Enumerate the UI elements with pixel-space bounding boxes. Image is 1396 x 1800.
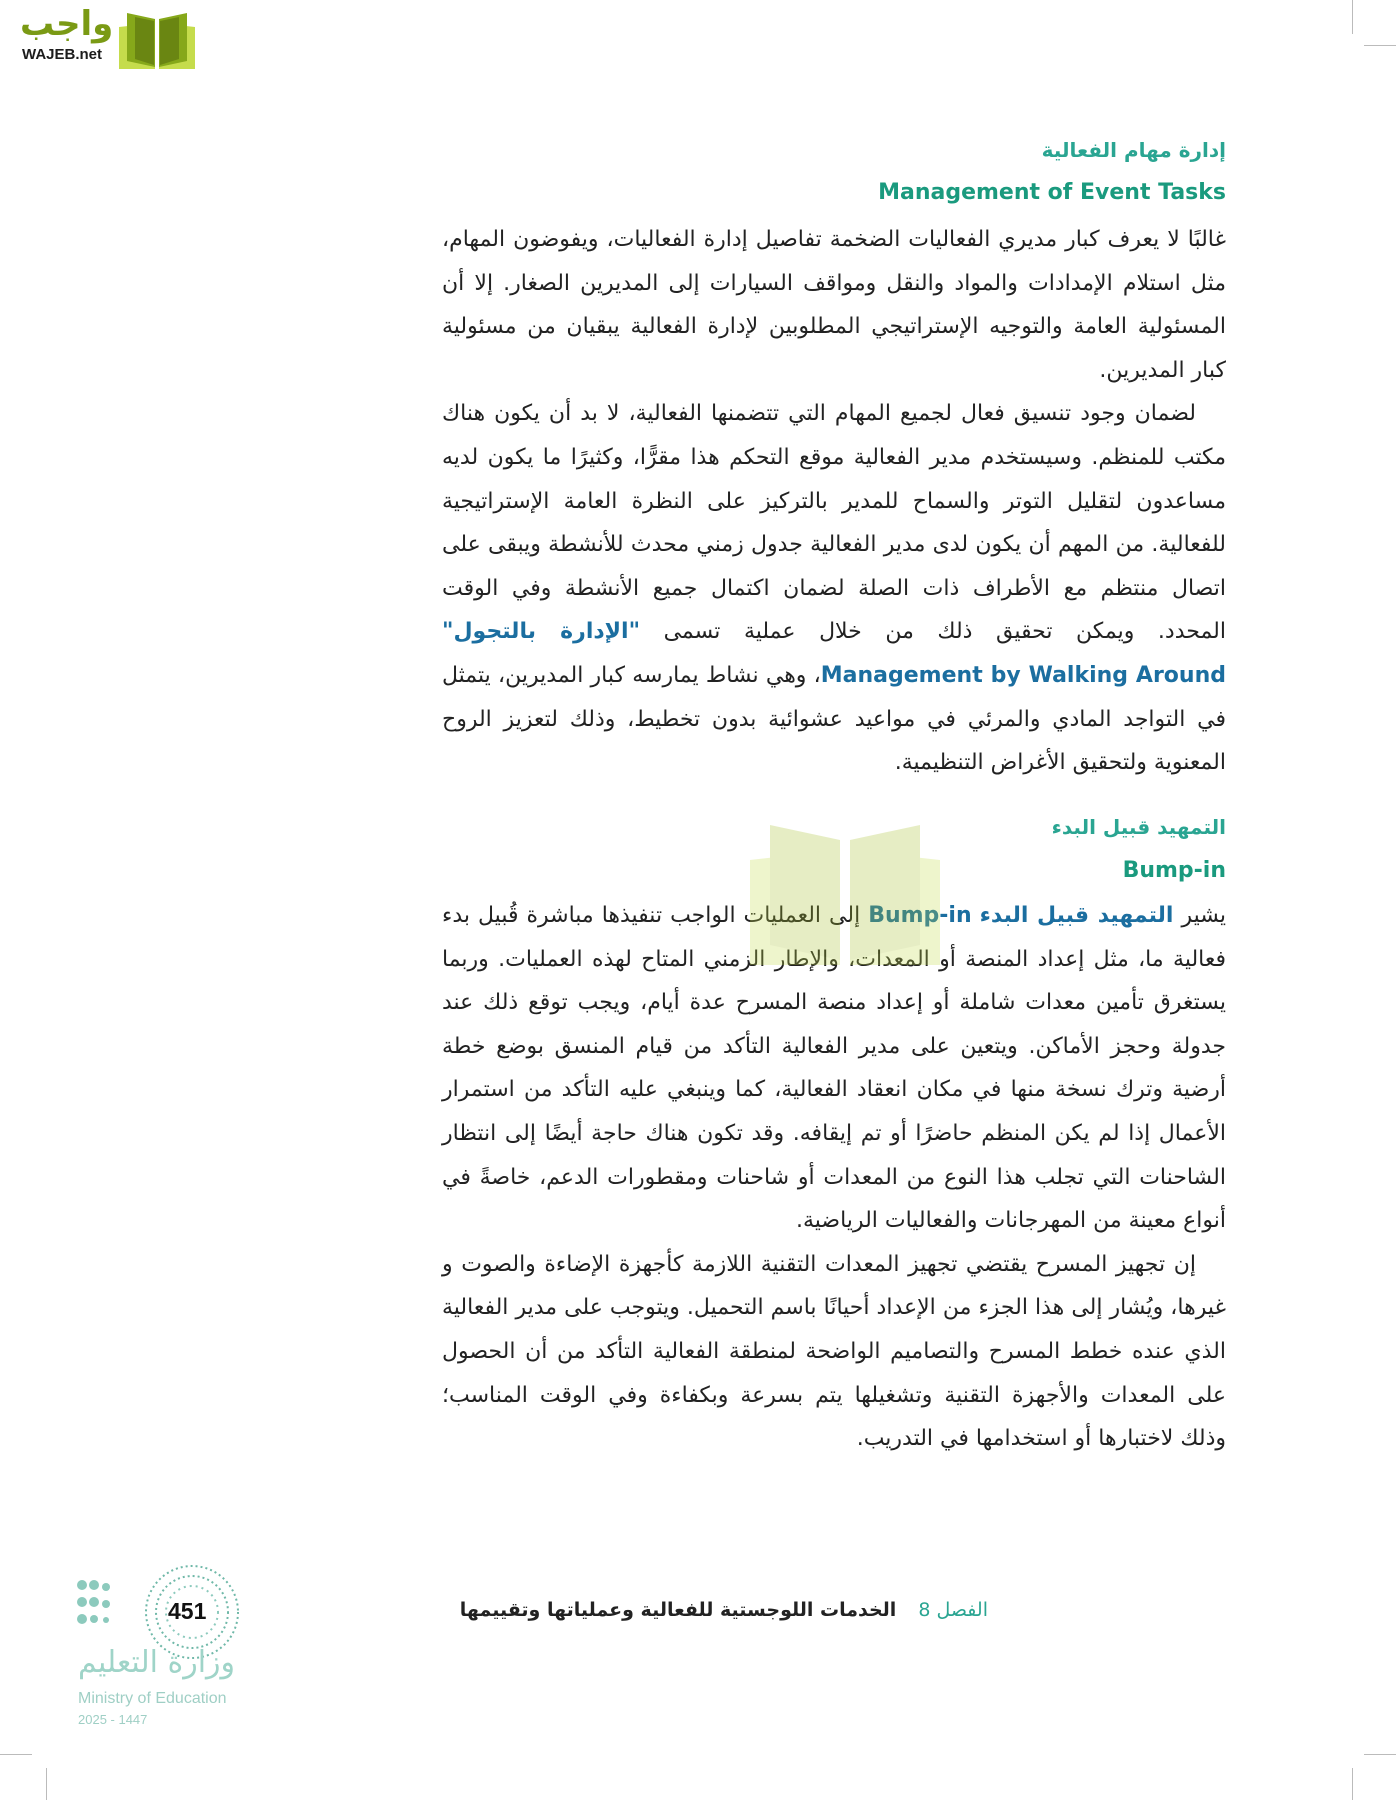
chapter-title: الخدمات اللوجستية للفعالية وعملياتها وتقييمها [459, 1599, 897, 1621]
paragraph: إن تجهيز المسرح يقتضي تجهيز المعدات التقنية اللازمة كأجهزة الإضاءة والصوت و غيرها، ويُشار إلى هذا الجزء من الإعداد أحيانًا باسم التحميل. ويتوجب على مدير الفعالية الذي عنده خطط المسرح والتصاميم الواضحة لمنطقة الفعالية التأكد من أن الحصول على المعدات والأجهزة التقنية وتشغيلها يتم بسرعة وبكفاءة وفي الوقت المناسب؛ وذلك لاختبارها أو استخدامها في التدريب. [442, 1251, 1226, 1452]
paragraph-text: ، وهي نشاط يمارسه كبار المديرين، يتمثل في التواجد المادي والمرئي في مواعيد عشوائية بدون تخطيط، وذلك لتعزيز الروح المعنوية ولتحقيق الأغراض التنظيمية. [442, 662, 1226, 776]
crop-mark [1364, 45, 1396, 46]
crop-mark [46, 1768, 47, 1800]
paragraph-text: إلى العمليات الواجب تنفيذها مباشرة قُبيل بدء فعالية ما، مثل إعداد المنصة أو المعدات، والإطار الزمني المتاح لهذه العمليات. وربما يستغرق تأمين معدات شاملة أو إعداد منصة المسرح عدة أيام، ويجب توقع ذلك عند جدولة وحجز الأماكن. ويتعين على مدير الفعالية التأكد من قيام المنسق بوضع خطة أرضية وترك نسخة منها في مكان انعقاد الفعالية، كما وينبغي عليه التأكد من استمرار الأعمال إذا لم يكن المنظم حاضرًا أو تم إيقافه. وقد تكون هناك حاجة أيضًا إلى انتظار الشاحنات التي تجلب هذا النوع من المعدات أو شاحنات ومقطورات الدعم، خاصةً في أنواع معينة من المهرجانات والفعاليات الرياضية. [442, 903, 1226, 1234]
chapter-label: الفصل 8 [918, 1599, 988, 1621]
section-body [442, 218, 1226, 785]
section-heading-english: Bump-in [1122, 858, 1226, 883]
logo-arabic: واجب [20, 4, 114, 44]
ministry-name-arabic: وزارة التعليم [78, 1645, 236, 1680]
paragraph-text: يشير [1173, 903, 1226, 928]
paragraph [442, 392, 1226, 784]
paragraph [442, 894, 1226, 1243]
wajeb-logo[interactable] [10, 4, 190, 68]
section-heading-arabic: التمهيد قبيل البدء [1051, 815, 1226, 839]
logo-latin: WAJEB.net [22, 46, 103, 63]
page-number: 451 [168, 1598, 207, 1624]
crop-mark [1352, 0, 1353, 34]
term-arabic: التمهيد قبيل البدء [979, 903, 1174, 928]
section-body [442, 894, 1226, 1461]
crop-mark [0, 1754, 32, 1755]
ministry-name-english: Ministry of Education [78, 1690, 227, 1707]
term-english: Management by Walking Around [820, 662, 1226, 688]
section-heading-arabic: إدارة مهام الفعالية [1041, 138, 1226, 162]
edition-year: 2025 - 1447 [78, 1712, 148, 1727]
crop-mark [1352, 1768, 1353, 1800]
section-heading-english: Management of Event Tasks [878, 180, 1226, 205]
book-icon [117, 9, 197, 69]
term-english: Bump-in [868, 903, 972, 928]
chapter-footer [460, 1599, 988, 1621]
paragraph-text: لضمان وجود تنسيق فعال لجميع المهام التي تتضمنها الفعالية، لا بد أن يكون هناك مكتب للمنظم. وسيستخدم مدير الفعالية موقع التحكم هذا مقرًّا، وكثيرًا ما يكون لديه مساعدون لتقليل التوتر والسماح للمدير بالتركيز على النظرة العامة الإستراتيجية للفعالية. من المهم أن يكون لدى مدير الفعالية جدول زمني محدث للأنشطة ويبقى على اتصال منتظم مع الأطراف ذات الصلة لضمان اكتمال جميع الأنشطة وفي الوقت المحدد. ويمكن تحقيق ذلك من خلال عملية تسمى [442, 401, 1226, 645]
term-arabic: "الإدارة بالتجول" [442, 619, 641, 645]
paragraph: غالبًا لا يعرف كبار مديري الفعاليات الضخمة تفاصيل إدارة الفعاليات، ويفوضون المهام، مثل استلام الإمدادات والمواد والنقل ومواقف السيارات إلى المديرين الصغار. إلا أن المسئولية العامة والتوجيه الإستراتيجي المطلوبين لإدارة الفعالية يبقيان من مسئولية كبار المديرين. [442, 227, 1226, 383]
crop-mark [1364, 1754, 1396, 1755]
